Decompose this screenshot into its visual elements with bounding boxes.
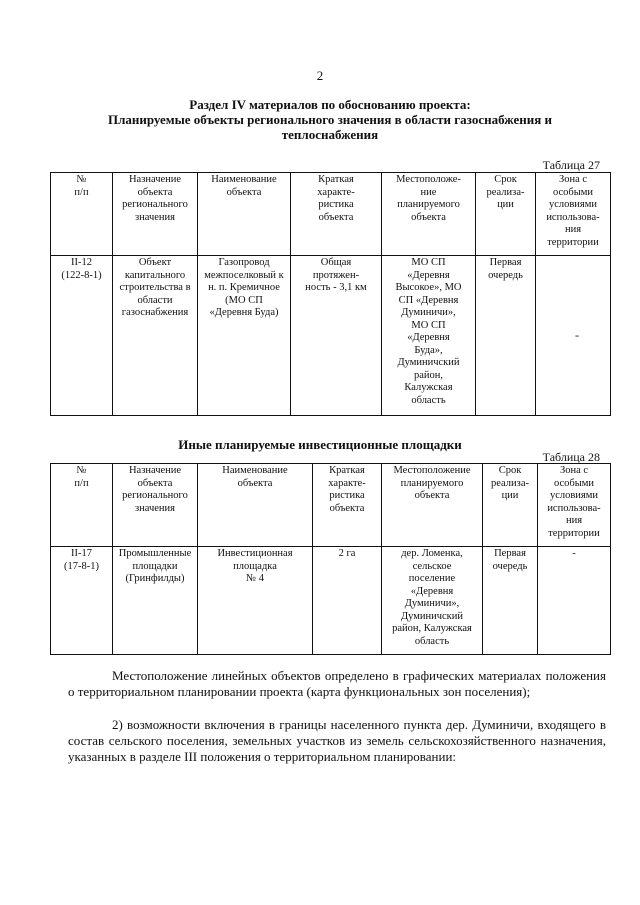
table-28-caption: Таблица 28	[542, 450, 600, 464]
table-cell: -	[538, 547, 611, 655]
table-cell: Промышленные площадки (Гринфилды)	[113, 547, 198, 655]
table-header-cell: Назначение объекта регионального значения	[113, 464, 198, 547]
paragraph-linear-objects: Местоположение линейных объектов определено в графических материалах положения о территориальном планировании проекта (карта функциональных зон поселения);	[68, 668, 606, 699]
table-cell: Инвестиционная площадка № 4	[198, 547, 313, 655]
table-cell: дер. Ломенка, сельское поселение «Деревня Думиничи», Думиничский район, Калужская область	[382, 547, 483, 655]
table-27-caption: Таблица 27	[542, 158, 600, 172]
table-header-cell: № п/п	[51, 173, 113, 256]
table-27	[50, 172, 611, 416]
table-header-cell: Назначение объекта регионального значения	[113, 173, 198, 256]
section-title-line2: Планируемые объекты регионального значения в области газоснабжения и	[107, 112, 553, 127]
table-header-cell: Зона с особыми условиями использова- ния территории	[536, 173, 611, 256]
table-header-cell: Наименование объекта	[198, 464, 313, 547]
table-cell: Первая очередь	[483, 547, 538, 655]
table-cell: МО СП «Деревня Высокое», МО СП «Деревня Думиничи», МО СП «Деревня Буда», Думиничский район, Калужская область	[382, 256, 476, 416]
table-header-cell: Местоположе- ние планируемого объекта	[382, 173, 476, 256]
table-cell: II-17 (17-8-1)	[51, 547, 113, 655]
table-header-cell: Срок реализа- ции	[476, 173, 536, 256]
table-cell	[536, 256, 611, 416]
table-header-cell: Местоположение планируемого объекта	[382, 464, 483, 547]
table-header-cell: Срок реализа- ции	[483, 464, 538, 547]
section-title-line1: Раздел IV материалов по обоснованию проекта:	[189, 97, 471, 112]
page-number: 2	[316, 68, 324, 83]
table-header-cell: № п/п	[51, 464, 113, 547]
table-row	[51, 547, 611, 655]
table-header-cell: Краткая характе- ристика объекта	[291, 173, 382, 256]
paragraph-boundaries: 2) возможности включения в границы населенного пункта дер. Думиничи, входящего в состав сельского поселения, земельных участков из земель сельскохозяйственного назначения, указанных в разделе III положения о территориальном планировании:	[68, 717, 606, 764]
investment-title: Иные планируемые инвестиционные площадки	[178, 437, 462, 452]
table-cell: Газопровод межпоселковый к н. п. Кремичное (МО СП «Деревня Буда)	[198, 256, 291, 416]
table-row	[51, 256, 611, 416]
table-cell: Первая очередь	[476, 256, 536, 416]
table-28-header-row	[51, 464, 611, 547]
table-27-header-row	[51, 173, 611, 256]
table-cell: Общая протяжен- ность - 3,1 км	[291, 256, 382, 416]
table-cell: 2 га	[313, 547, 382, 655]
section-title	[100, 97, 560, 142]
table-header-cell: Наименование объекта	[198, 173, 291, 256]
table-28	[50, 463, 611, 655]
table-header-cell: Краткая характе- ристика объекта	[313, 464, 382, 547]
table-header-cell: Зона с особыми условиями использова- ния территории	[538, 464, 611, 547]
stray-dash: -	[575, 328, 579, 342]
section-title-line3: теплоснабжения	[281, 127, 379, 142]
table-cell: Объект капитального строительства в области газоснабжения	[113, 256, 198, 416]
table-cell: II-12 (122-8-1)	[51, 256, 113, 416]
